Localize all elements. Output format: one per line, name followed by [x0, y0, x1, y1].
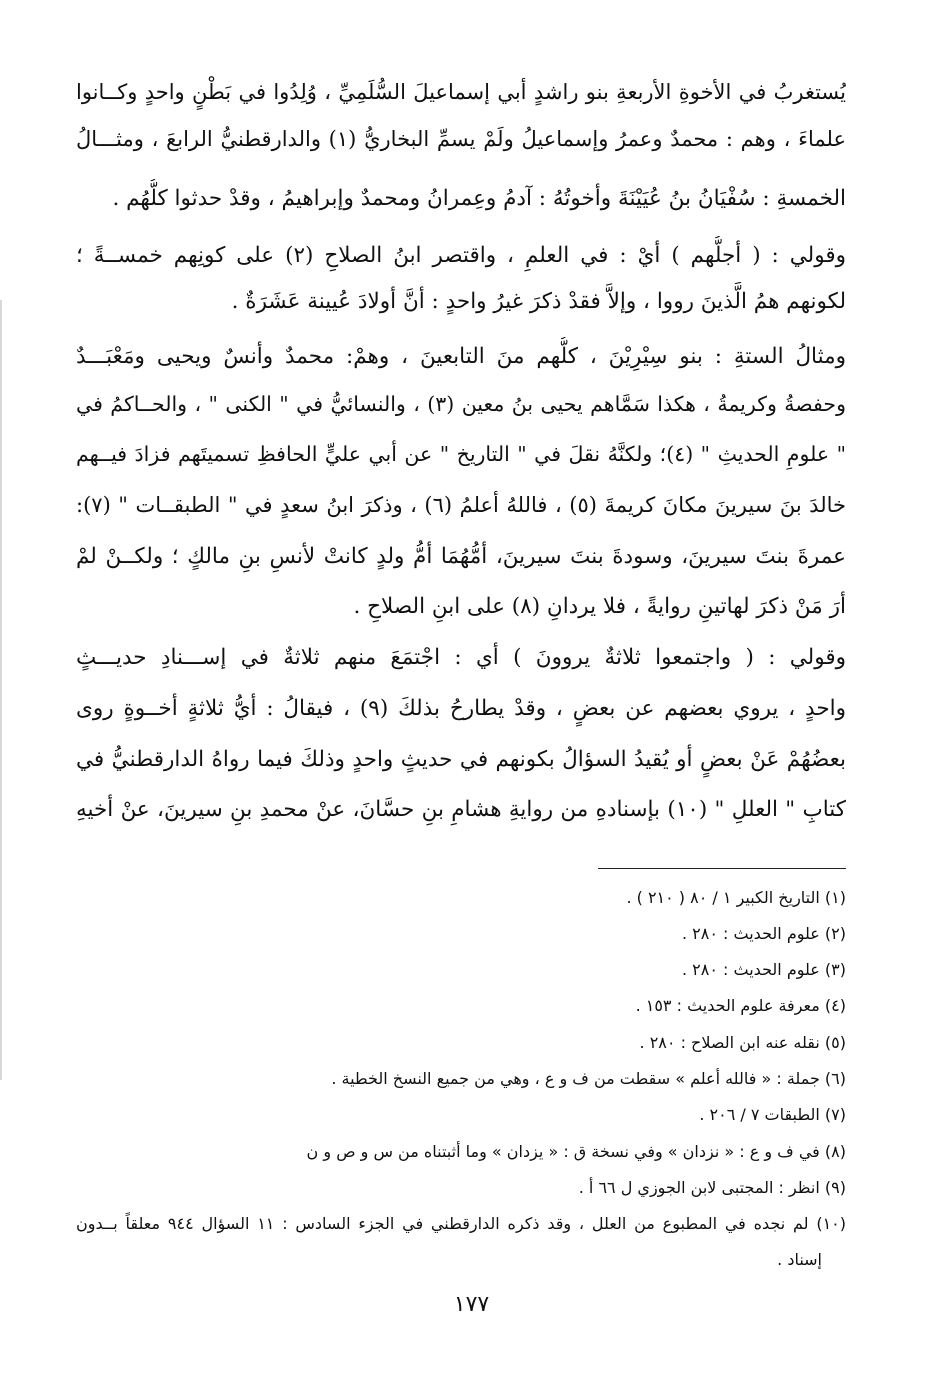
- text-line-15: كتابِ " العللِ " (١٠) بإسنادهِ من روايةِ هشامِ بنِ حسَّانَ، عنْ محمدِ بنِ سيرينَ، عنْ أخيهِ: [76, 797, 846, 822]
- footnote-10-continuation: إسناد .: [777, 1250, 822, 1269]
- text-line-12: وقولي : ( واجتمعوا ثلاثةٌ يروونَ ) أي : اجْتمَعَ منهم ثلاثةٌ في إســـنادِ حديـــثٍ: [76, 645, 846, 670]
- text-line-10: عمرةَ بنتَ سيرينَ، وسودةَ بنتَ سيرينَ، أمُّهُمَا أمُّ ولدٍ كانتْ لأنسِ بنِ مالكٍ ؛ ولكــنْ لمْ: [76, 544, 846, 569]
- text-line-7: وحفصةُ وكريمةُ ، هكذا سَمَّاهم يحيى بنُ معين (٣) ، والنسائيُّ في " الكنى " ، والحــاكمُ في: [76, 392, 846, 416]
- text-line-8: " علومِ الحديثِ " (٤)؛ ولكنَّهُ نقلَ في " التاريخ " عن أبي عليٍّ الحافظِ تسميتَهم فزادَ فيــهم: [76, 442, 846, 466]
- text-line-2: علماءَ ، وهم : محمدٌ وعمرُ وإسماعيلُ ولَمْ يسمِّ البخاريُّ (١) والدارقطنيُّ الرابعَ ، ومثـــالُ: [76, 127, 846, 151]
- text-line-5: لكونهم همُ الَّذينَ رووا ، وإلاَّ فقدْ ذكرَ غيرُ واحدٍ : أنَّ أولادَ عُيينة عَشَرَةٌ .: [231, 289, 846, 314]
- page-number: ١٧٧: [453, 1292, 490, 1317]
- footnote-1: (١) التاريخ الكبير ١ / ٨٠ ( ٢١٠ ) .: [626, 888, 846, 907]
- footnote-2: (٢) علوم الحديث : ٢٨٠ .: [682, 924, 846, 943]
- footnote-separator: [598, 868, 846, 869]
- text-line-1: يُستغربُ في الأخوةِ الأربعةِ بنو راشدٍ أبي إسماعيلَ السُّلَمِيِّ ، وُلِدُوا في بَطْنٍ واحدٍ وكــانوا: [76, 80, 846, 104]
- text-line-14: بعضُهُمْ عَنْ بعضٍ أو يُقيدُ السؤالُ بكونهم في حديثٍ واحدٍ وذلكَ فيما رواهُ الدارقطنيُّ في: [76, 747, 846, 772]
- text-line-3: الخمسةِ : سُفْيَانُ بنُ عُيَيْنَةَ وأخوتُهُ : آدمُ وعِمرانُ ومحمدٌ وإبراهيمُ ، وقدْ حدثوا كلُّهُم .: [112, 186, 846, 211]
- footnote-7: (٧) الطبقات ٧ / ٢٠٦ .: [699, 1105, 846, 1124]
- text-line-11: أرَ مَنْ ذكرَ لهاتينِ روايةً ، فلا يردانِ (٨) على ابنِ الصلاحِ .: [353, 594, 846, 619]
- footnote-5: (٥) نقله عنه ابن الصلاح : ٢٨٠ .: [639, 1033, 846, 1052]
- text-line-4: وقولي : ( أجلُّهم ) أيْ : في العلمِ ، واقتصر ابنُ الصلاحِ (٢) على كونِهم خمســةً ؛: [76, 243, 846, 268]
- footnote-6: (٦) جملة : « فالله أعلم » سقطت من ف و ع ، وهي من جميع النسخ الخطية .: [331, 1069, 846, 1088]
- footnote-10: (١٠) لم نجده في المطبوع من العلل ، وقد ذكره الدارقطني في الجزء السادس : ١١ السؤال ٩٤٤ معلقاً بــدون: [76, 1214, 846, 1233]
- footnote-4: (٤) معرفة علوم الحديث : ١٥٣ .: [635, 996, 846, 1015]
- scan-edge-shadow: [0, 300, 2, 1080]
- footnote-3: (٣) علوم الحديث : ٢٨٠ .: [682, 960, 846, 979]
- footnote-8: (٨) في ف و ع : « نزدان » وفي نسخة ق : « يزدان » وما أثبتناه من س و ص و ن: [306, 1142, 846, 1161]
- footnote-9: (٩) انظر : المجتبى لابن الجوزي ل ٦٦ أ .: [578, 1178, 846, 1197]
- text-line-6: ومثالُ الستةِ : بنو سِيْرِيْنَ ، كلُّهم منَ التابعينَ ، وهمْ: محمدٌ وأنسٌ ويحيى ومَعْبَـــدٌ: [76, 344, 846, 369]
- text-line-13: واحدٍ ، يروي بعضهم عن بعضٍ ، وقدْ يطارحُ بذلكَ (٩) ، فيقالُ : أيُّ ثلاثةٍ أخــوةٍ روى: [76, 696, 846, 721]
- text-line-9: خالدَ بنَ سيرينَ مكانَ كريمةَ (٥) ، فاللهُ أعلمُ (٦) ، وذكرَ ابنُ سعدٍ في " الطبقــات " (٧):: [76, 493, 846, 517]
